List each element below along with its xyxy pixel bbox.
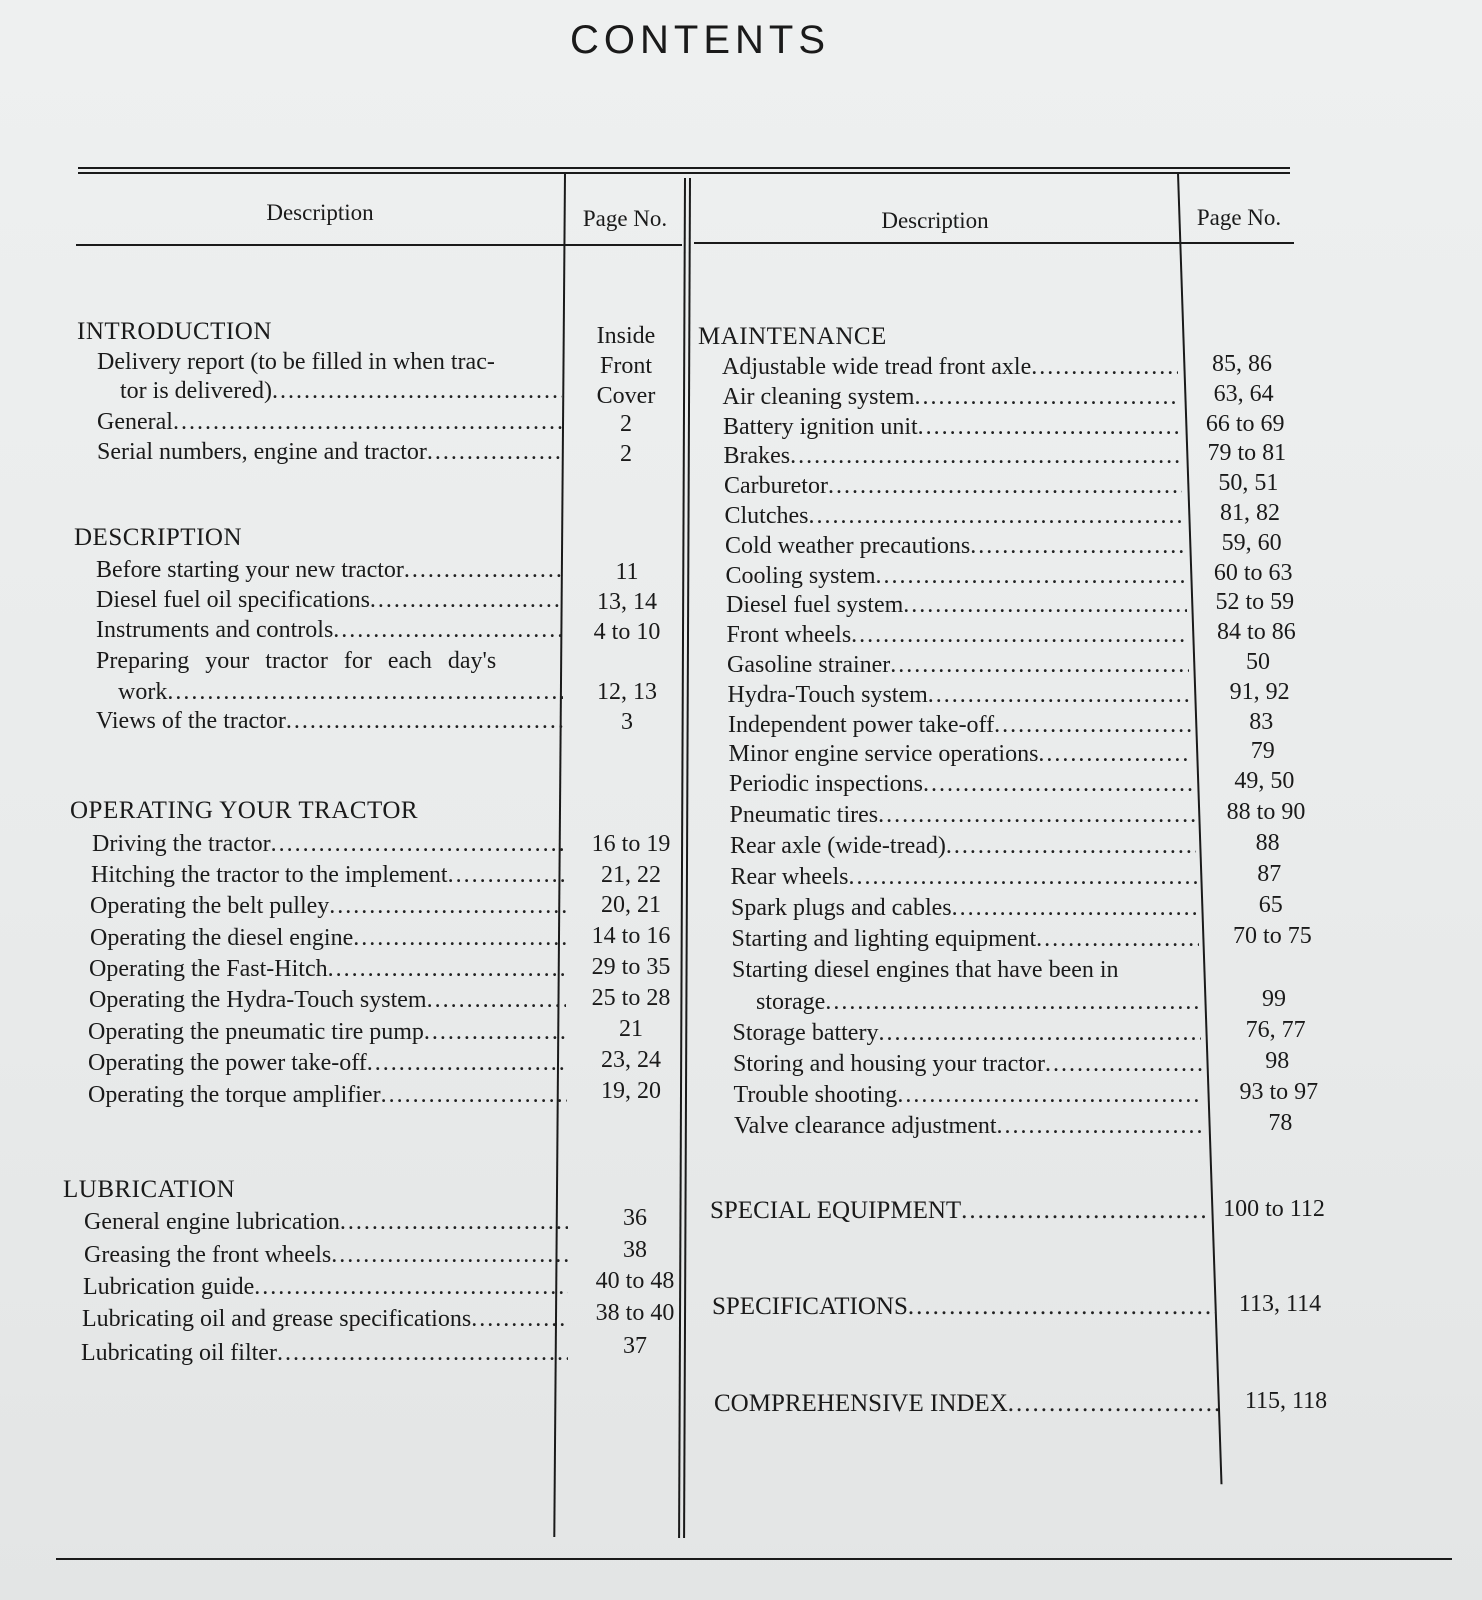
toc-entry: Air cleaning system ..... xyxy=(723,382,1180,412)
toc-entry: Cold weather precautions ..... xyxy=(725,531,1185,561)
page-number: 93 to 97 xyxy=(1239,1079,1319,1105)
toc-entry: Lubricating oil and grease specifications ..... xyxy=(82,1304,568,1334)
page-number: 50, 51 xyxy=(1218,470,1279,497)
page-number: 21, 22 xyxy=(601,862,661,888)
page-number: 20, 21 xyxy=(601,892,661,918)
page-number: 70 to 75 xyxy=(1233,923,1312,950)
page-number: 2 xyxy=(620,411,632,437)
toc-entry: Lubricating oil filter ..... xyxy=(81,1338,568,1368)
toc-entry: Independent power take-off ..... xyxy=(728,710,1191,740)
page-number: 14 to 16 xyxy=(591,923,671,949)
toc-entry: General engine lubrication ..... xyxy=(84,1207,568,1237)
left-description-header: Description xyxy=(266,200,374,225)
page-number: 40 to 48 xyxy=(595,1268,675,1294)
toc-entry: Valve clearance adjustment ..... xyxy=(734,1111,1204,1141)
page-number: 98 xyxy=(1265,1048,1290,1074)
page-number: 11 xyxy=(615,559,639,585)
page-number: 50 xyxy=(1246,649,1270,675)
page-number: Inside xyxy=(596,323,656,349)
toc-entry: Storage battery ..... xyxy=(733,1018,1202,1048)
toc-entry: Operating the Hydra-Touch system ..... xyxy=(89,985,566,1015)
page-number: 36 xyxy=(623,1205,647,1231)
section-heading-introduction: INTRODUCTION xyxy=(77,318,272,345)
toc-entry: storage ..... xyxy=(756,987,1200,1017)
toc-entry: Rear wheels ..... xyxy=(731,862,1197,892)
toc-entry-specifications: SPECIFICATIONS ..... xyxy=(712,1292,1216,1322)
right-page-header: Page No. xyxy=(1196,205,1282,230)
section-heading-description: DESCRIPTION xyxy=(74,524,243,551)
toc-entry: Gasoline strainer ..... xyxy=(727,650,1189,680)
page-number: 37 xyxy=(623,1333,647,1359)
page-number: 88 to 90 xyxy=(1226,799,1306,826)
page-number: 65 xyxy=(1258,892,1283,919)
toc-entry: Operating the Fast-Hitch ..... xyxy=(89,954,566,984)
section-heading-lubrication: LUBRICATION xyxy=(63,1176,236,1203)
page-title: CONTENTS xyxy=(570,18,830,62)
toc-entry: Spark plugs and cables ..... xyxy=(731,893,1198,923)
toc-entry: Starting and lighting equipment ..... xyxy=(732,924,1199,954)
left-page-header: Page No. xyxy=(582,206,668,231)
page-number: 115, 118 xyxy=(1244,1388,1328,1414)
right-description-header: Description xyxy=(881,208,989,233)
page-number: Cover xyxy=(596,383,656,409)
toc-entry: Clutches ..... xyxy=(725,501,1184,531)
toc-entry: Instruments and controls ..... xyxy=(96,615,563,645)
page-number: 29 to 35 xyxy=(591,954,671,980)
toc-entry: General ..... xyxy=(97,407,563,437)
page-number: 2 xyxy=(620,441,632,467)
page-number: 87 xyxy=(1257,861,1282,888)
toc-entry: work ..... xyxy=(118,677,563,707)
toc-entry: Operating the pneumatic tire pump ..... xyxy=(88,1017,567,1047)
toc-entry: Operating the torque amplifier ..... xyxy=(88,1080,567,1110)
section-heading-operating: OPERATING YOUR TRACTOR xyxy=(70,797,419,824)
page-number: 13, 14 xyxy=(597,589,657,615)
toc-entry: Operating the belt pulley ..... xyxy=(90,891,566,921)
left-header-rule xyxy=(76,244,682,246)
page-number: 38 to 40 xyxy=(595,1300,675,1326)
page-number: 3 xyxy=(621,709,633,735)
top-rule xyxy=(78,167,1290,169)
toc-entry: Before starting your new tractor ..... xyxy=(96,555,563,585)
toc-entry: Rear axle (wide-tread) ..... xyxy=(730,831,1196,861)
page-number: 76, 77 xyxy=(1245,1017,1306,1043)
page-number: 38 xyxy=(623,1237,647,1263)
page-number: 100 to 112 xyxy=(1223,1196,1325,1222)
toc-entry: Operating the power take-off ..... xyxy=(88,1048,567,1078)
page-number: 12, 13 xyxy=(597,679,657,705)
toc-entry: Periodic inspections ..... xyxy=(729,769,1193,799)
toc-entry: Driving the tractor ..... xyxy=(92,829,565,859)
page-number: 60 to 63 xyxy=(1213,559,1293,586)
toc-entry: Front wheels ..... xyxy=(727,620,1188,650)
page-number: 21 xyxy=(619,1016,643,1042)
toc-entry: Brakes ..... xyxy=(724,441,1182,471)
toc-entry-line: Delivery report (to be filled in when trac- xyxy=(97,349,495,375)
toc-entry: Adjustable wide tread front axle ..... xyxy=(722,352,1178,382)
toc-entry: Carburetor ..... xyxy=(724,471,1182,501)
page-number: 16 to 19 xyxy=(591,831,671,857)
toc-entry: Operating the diesel engine ..... xyxy=(90,923,566,953)
toc-entry: Lubrication guide ..... xyxy=(83,1272,568,1302)
page-number: 85, 86 xyxy=(1212,351,1272,377)
toc-entry-special-equipment: SPECIAL EQUIPMENT ..... xyxy=(710,1196,1210,1226)
toc-entry: Cooling system ..... xyxy=(726,561,1186,591)
toc-entry-comprehensive-index: COMPREHENSIVE INDEX ..... xyxy=(714,1389,1222,1419)
page-number: 88 xyxy=(1255,830,1280,857)
page-number: 81, 82 xyxy=(1220,500,1280,526)
toc-entry: Diesel fuel oil specifications ..... xyxy=(96,585,563,615)
toc-entry: Trouble shooting ..... xyxy=(734,1080,1204,1110)
page-number: 49, 50 xyxy=(1234,768,1295,795)
toc-entry-line: Starting diesel engines that have been in xyxy=(732,957,1119,984)
toc-entry: Diesel fuel system ..... xyxy=(726,590,1187,620)
page-number: 4 to 10 xyxy=(593,619,661,645)
page-number: 113, 114 xyxy=(1238,1291,1322,1317)
toc-entry: Battery ignition unit ..... xyxy=(723,412,1180,442)
page-number: 23, 24 xyxy=(601,1047,661,1073)
toc-entry: Hitching the tractor to the implement ..... xyxy=(91,860,565,890)
page-number: 99 xyxy=(1262,986,1286,1012)
bottom-rule xyxy=(56,1558,1452,1560)
section-heading-maintenance: MAINTENANCE xyxy=(698,323,887,350)
toc-entry: Greasing the front wheels ..... xyxy=(84,1240,568,1270)
page-number: 59, 60 xyxy=(1221,529,1282,556)
page-number: 79 to 81 xyxy=(1207,440,1287,467)
toc-entry: Pneumatic tires ..... xyxy=(730,800,1195,830)
toc-entry-line: Preparing your tractor for each day's xyxy=(96,648,497,674)
toc-entry: tor is delivered) ..... xyxy=(120,376,562,406)
page-number: 91, 92 xyxy=(1229,678,1290,705)
toc-entry: Views of the tractor ..... xyxy=(96,706,563,736)
toc-entry: Minor engine service operations ..... xyxy=(729,739,1193,769)
page-number: 84 to 86 xyxy=(1217,619,1296,646)
page-number: 63, 64 xyxy=(1213,380,1274,407)
top-rule-secondary xyxy=(78,172,1290,174)
page-number: 78 xyxy=(1268,1110,1293,1136)
page-number: 83 xyxy=(1249,708,1274,735)
page-number: 66 to 69 xyxy=(1205,410,1285,437)
toc-entry: Serial numbers, engine and tractor ..... xyxy=(97,437,563,467)
page-number: 79 xyxy=(1250,738,1275,765)
toc-entry: Storing and housing your tractor ..... xyxy=(733,1049,1202,1079)
page-number: 25 to 28 xyxy=(591,985,671,1011)
right-header-rule xyxy=(694,242,1294,244)
page-number: 52 to 59 xyxy=(1215,589,1295,616)
page-number: 19, 20 xyxy=(601,1078,661,1104)
toc-entry: Hydra-Touch system ..... xyxy=(728,680,1191,710)
page-number: Front xyxy=(599,353,652,379)
